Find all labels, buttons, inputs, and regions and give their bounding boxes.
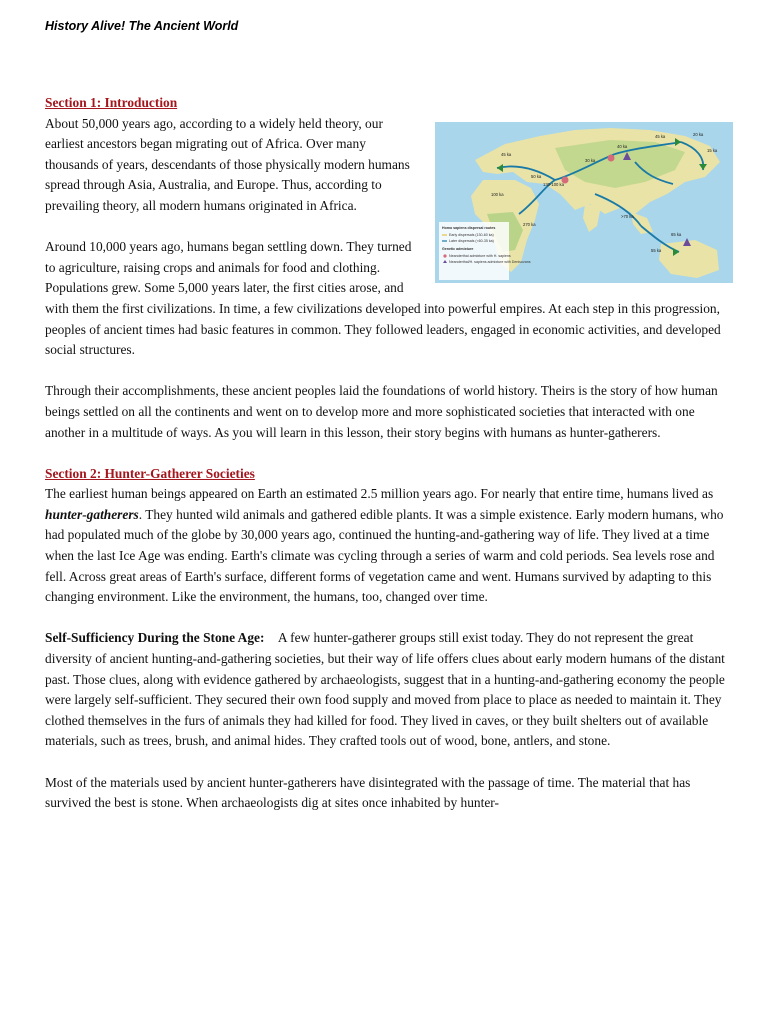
section-2-p1-rest: . They hunted wild animals and gathered edible plants. It was a simple existence. Early modern humans, who had populated much of the globe by 30,000 years ago, continued the hunting-and-gathering way of life. They lived at a time when the last Ice Age was ending. Earth's climate was cycling through a series of warm and cold periods. Sea levels rose and fell. Across great areas of Earth's surface, different forms of vegetation came and went. Humans survived by adapting to this changing environment. Like the environment, the humans, too, changed over time. bbox=[45, 506, 724, 605]
map-route-label: 30 ka bbox=[585, 157, 596, 163]
term-hunter-gatherers: hunter-gatherers bbox=[45, 506, 139, 522]
map-route-label: 20 ka bbox=[693, 131, 704, 137]
map-route-label: 50 ka bbox=[531, 173, 542, 179]
legend-denisovan: Neanderthal/H. sapiens admixture with Denisovans bbox=[449, 259, 531, 264]
map-route-label: 45 ka bbox=[501, 151, 512, 157]
section-2-title: Section 2: Hunter-Gatherer Societies bbox=[45, 465, 255, 481]
legend-early: Early dispersals (130-60 ka) bbox=[449, 232, 494, 237]
map-route-label: 55 ka bbox=[651, 247, 662, 253]
section-1-title: Section 1: Introduction bbox=[45, 95, 178, 110]
map-route-label: 65 ka bbox=[671, 231, 682, 237]
map-route-label: 40 ka bbox=[617, 143, 628, 149]
section-1-paragraph-2: Around 10,000 years ago, humans began settling down. They turned to agriculture, raising crops and animals for food and clothing. Populations grew. Some 5,000 years later, the first cities arose, and with them the first civilizations. In time, a few civilizations developed into powerful empires. At each step in this progression, peoples of ancient times had basic features in common. They followed leaders, engaged in economic activities, and developed social structures. bbox=[45, 239, 721, 358]
legend-genetic: Genetic admixture bbox=[442, 246, 474, 251]
admixture-circle bbox=[608, 154, 615, 161]
document-header: History Alive! The Ancient World bbox=[45, 19, 239, 33]
section-2-p1-text: The earliest human beings appeared on Earth an estimated 2.5 million years ago. For nearly that entire time, humans lived as bbox=[45, 486, 714, 502]
map-route-label: 270 ka bbox=[523, 221, 536, 227]
section-1-paragraph-1: About 50,000 years ago, according to a widely held theory, our earliest ancestors began migrating out of Africa. Over many thousands of years, descendants of those physically modern humans spread through Asia, Australia, and Europe. Thus, according to prevailing theory, all modern humans originated in Africa. bbox=[45, 115, 410, 213]
section-2-paragraph-1 bbox=[45, 484, 733, 608]
map-legend-box bbox=[439, 222, 509, 280]
map-route-label: 100 ka bbox=[491, 191, 504, 197]
map-route-label: 130-100 ka bbox=[543, 181, 564, 187]
map-route-label: >70 ka bbox=[621, 213, 634, 219]
map-route-label: 15 ka bbox=[707, 147, 718, 153]
section-2-p2-text: A few hunter-gatherer groups still exist today. They do not represent the great diversity of ancient hunting-and-gathering societies, but their way of life offers clues about early modern humans of the distant past. Those clues, along with evidence gathered by archaeologists, suggest that in a hunting-and-gathering economy the people were largely self-sufficient. They secured their own food supply and moved from place to place as needed to maintain it. They clothed themselves in the furs of animals they had killed for food. They lived in caves, or they built shelters out of available materials, such as trees, brush, and animal hides. They crafted tools out of wood, bone, antlers, and stone. bbox=[45, 630, 725, 749]
legend-title: Homo sapiens dispersal routes bbox=[442, 225, 496, 230]
migration-map bbox=[435, 122, 733, 283]
section-1-paragraph-3: Through their accomplishments, these ancient peoples laid the foundations of world history. Theirs is the story of how human beings settled on all the continents and went on to develop more and more sophisticated societies that interacted with one another in a multitude of ways. As you will learn in this lesson, their story begins with humans as hunter-gatherers. bbox=[45, 383, 718, 440]
map-route-label: 45 ka bbox=[655, 133, 666, 139]
section-2-paragraph-3: Most of the materials used by ancient hunter-gatherers have disintegrated with the passage of time. The material that has survived the best is stone. When archaeologists dig at sites once inhabited by hunter- bbox=[45, 774, 691, 811]
subheading-self-sufficiency: Self-Sufficiency During the Stone Age: bbox=[45, 630, 265, 646]
document-body bbox=[45, 93, 733, 834]
legend-neanderthal: Neanderthal admixture with H. sapiens bbox=[449, 253, 511, 258]
legend-late: Later dispersals (<60-35 ka) bbox=[449, 238, 494, 243]
legend-circle-swatch bbox=[443, 254, 446, 257]
migration-map-svg bbox=[435, 122, 733, 283]
section-2-paragraph-2 bbox=[45, 628, 733, 752]
